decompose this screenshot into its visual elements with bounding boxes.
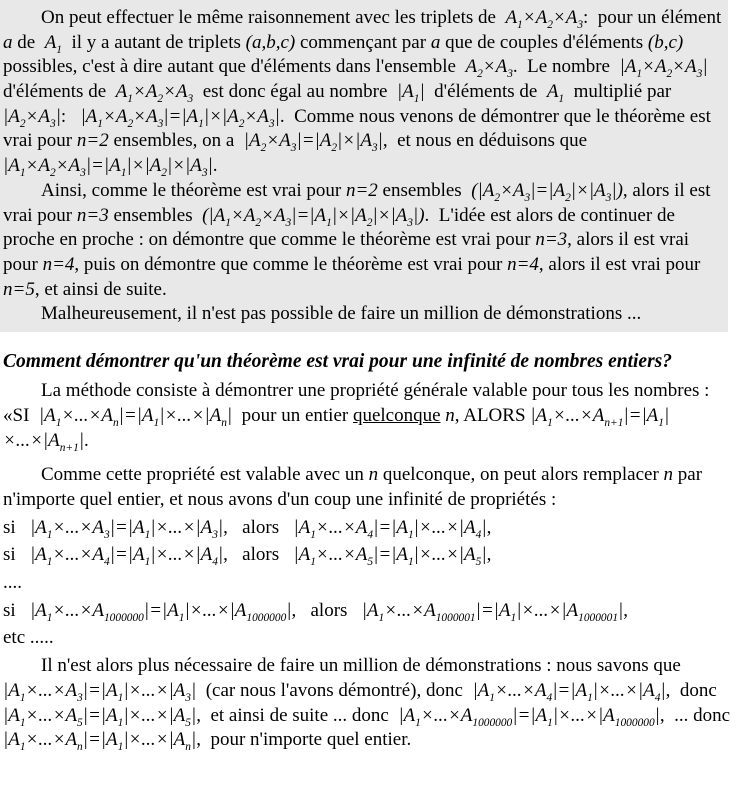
subscript: 2	[255, 216, 262, 229]
math-run: $(|A_2\times A_3|=|A_2|\times|A_3|)$	[471, 179, 623, 204]
subscript: 3	[212, 528, 218, 541]
subscript: 2	[366, 216, 373, 229]
subscript: 3	[201, 166, 208, 179]
text-run: quelconque	[352, 404, 441, 426]
text-run: d'éléments de	[3, 56, 718, 103]
text-run: n	[445, 404, 455, 426]
text-block	[0, 349, 741, 753]
subscript: 4	[212, 556, 218, 569]
subscript: n	[77, 741, 83, 754]
subscript: 1	[198, 117, 204, 130]
text-run: que de couples d'éléments	[440, 31, 648, 53]
subscript: 1	[636, 68, 643, 81]
text-run: n=3	[535, 229, 568, 251]
subscript: 1	[153, 416, 160, 429]
subscript: 3	[507, 68, 513, 81]
subscript: 1	[19, 741, 26, 754]
subscript: 2	[565, 191, 571, 204]
math-run: $|A_2\times A_3|=|A_2|\times|A_3|$	[243, 130, 383, 155]
subscript: 1	[120, 166, 127, 179]
subscript: 2	[19, 117, 26, 130]
math-run: $|A_1\times...\times A_3|=|A_1|\times...\times|A_3|$	[3, 679, 197, 704]
text-run: a	[3, 31, 13, 53]
paragraph-conclusion	[3, 654, 739, 753]
subscript: 5	[475, 556, 482, 569]
subscript: 1	[415, 716, 421, 729]
formula-line-si-3-4	[3, 516, 739, 541]
text-run: a	[430, 31, 441, 53]
subscript: 1	[310, 528, 316, 541]
subscript: 1	[178, 611, 185, 624]
text-run: ensembles, on a	[108, 130, 244, 152]
text-run: est donc égal au nombre	[193, 81, 397, 103]
math-run: $|A_1\times A_2\times A_3|=|A_1|\times|A_2|\times|A_3|$	[3, 155, 213, 179]
math-run: $|A_1\times...\times A_{n+1}|=|A_1|\times...\times|A_{n+1}|$	[3, 404, 670, 454]
subscript: 3	[696, 68, 703, 81]
subscript: 1000001	[435, 611, 476, 624]
subscript: 1	[56, 43, 62, 56]
subscript: 1	[407, 528, 414, 541]
text-run: n	[663, 464, 674, 486]
text-run: , et ainsi de suite ... donc	[196, 704, 399, 726]
subscript: 4	[546, 691, 553, 704]
subscript: 3	[49, 117, 56, 130]
text-run: ensembles	[377, 179, 472, 201]
subscript: 1	[547, 416, 553, 429]
subscript: n+1	[59, 441, 79, 454]
text-run: d'éléments de	[424, 81, 547, 103]
subscript: 1	[144, 556, 151, 569]
highlighted-text-block	[0, 0, 728, 332]
math-run: $|A_1\times A_2\times A_3|$	[619, 56, 708, 81]
paragraph-methode	[3, 379, 739, 453]
text-run: Il n'est alors plus nécessaire de faire un million de démonstrations : nous savons que	[41, 655, 691, 677]
math-run: $(|A_1\times A_2\times A_3|=|A_1|\times|A_2|\times|A_3|)$	[202, 204, 425, 229]
subscript: 1	[658, 416, 664, 429]
subscript: 1	[55, 416, 62, 429]
text-run: Comme cette propriété est valable avec un	[41, 464, 369, 486]
subscript: 1	[547, 716, 553, 729]
math-run: $A_1$	[44, 31, 62, 56]
subscript: 1	[407, 556, 414, 569]
math-run: $A_2\times A_3$	[465, 56, 513, 81]
subscript: 3	[185, 691, 191, 704]
subscript: 3	[187, 92, 194, 105]
text-run: , alors	[291, 599, 362, 621]
subscript: 2	[238, 117, 245, 130]
text-run: si	[3, 599, 30, 621]
subscript: 1	[46, 528, 53, 541]
text-run: (a,b,c)	[245, 31, 296, 53]
subscript: 1	[225, 216, 231, 229]
text-run: , alors il est vrai pour	[538, 253, 706, 275]
subscript: 1	[19, 691, 26, 704]
subscript: 4	[103, 556, 110, 569]
text-run: . Le nombre	[512, 56, 620, 78]
text-run: Malheureusement, il n'est pas possible de faire un million de démonstrations ...	[41, 303, 642, 325]
math-run: $|A_1\times...\times A_4|=|A_1|\times...\times|A_4|$	[472, 679, 666, 704]
text-run: , puis on démontre que comme le théorème est vrai pour	[74, 253, 508, 275]
paragraph-triplets	[3, 6, 727, 179]
subscript: 1	[117, 741, 124, 754]
text-run: : pour un élément	[583, 7, 727, 28]
text-run: ,	[623, 599, 628, 621]
formula-line-si-4-5	[3, 543, 739, 568]
subscript: 1000001	[578, 611, 619, 624]
text-run: ,	[486, 516, 492, 538]
subscript: 3	[577, 18, 584, 31]
text-run: :	[60, 105, 81, 127]
subscript: 3	[268, 117, 275, 130]
formula-line-ellipsis	[3, 571, 739, 596]
subscript: 2	[161, 166, 167, 179]
text-run: n=2	[345, 179, 378, 201]
subscript: 3	[285, 216, 292, 229]
paragraph-malheureusement	[3, 302, 724, 327]
math-run: $|A_1\times...\times A_n|=|A_1|\times...\times|A_n|$	[3, 729, 197, 754]
text-run: ,	[486, 544, 492, 566]
subscript: 1	[587, 691, 593, 704]
subscript: 1	[127, 92, 133, 105]
subscript: 1000000	[614, 716, 655, 729]
text-run: La méthode consiste à démontrer une propriété générale valable pour tous les nombres : «SI	[3, 380, 715, 426]
text-run: , alors il est vrai pour	[3, 229, 694, 275]
subscript: 3	[103, 528, 110, 541]
subscript: 2	[157, 92, 164, 105]
subscript: 2	[666, 68, 673, 81]
subscript: 5	[185, 716, 191, 729]
subscript: n	[112, 416, 119, 429]
text-run: multiplié par	[564, 81, 681, 103]
text-run: n	[368, 464, 379, 486]
subscript: 3	[371, 142, 378, 155]
text-run: etc .....	[3, 627, 54, 649]
math-run: $|A_1|$	[396, 81, 425, 105]
subscript: 3	[407, 216, 413, 229]
paragraph-infinite-proprietes	[3, 463, 739, 512]
text-run: , pour n'importe quel entier.	[196, 729, 412, 751]
subscript: 3	[157, 117, 164, 130]
subscript: 2	[331, 142, 338, 155]
text-run: Ainsi, comme le théorème est vrai pour	[41, 179, 346, 201]
formula-line-etc	[3, 626, 739, 651]
subscript: 2	[127, 117, 134, 130]
subscript: 3	[80, 166, 86, 179]
text-run: , ALORS	[454, 404, 531, 426]
subscript: 1	[97, 117, 103, 130]
subscript: 3	[524, 191, 531, 204]
text-run: de	[12, 31, 45, 53]
text-run: .	[212, 155, 218, 177]
math-run: $|A_2\times A_3|$	[3, 105, 61, 130]
subscript: 1	[326, 216, 332, 229]
math-run: $|A_1\times...\times A_3|=|A_1|\times...\times|A_3|$	[29, 516, 224, 541]
subscript: 1	[517, 18, 523, 31]
text-run: par n'importe quel entier, et nous avons d'un coup une infinité de propriétés :	[3, 464, 707, 511]
text-run: n=2	[76, 130, 109, 152]
subscript: 3	[77, 691, 83, 704]
paragraph-proche-en-proche	[3, 179, 724, 302]
subscript: 1	[510, 611, 517, 624]
math-run: $|A_1\times A_2\times A_3|=|A_1|\times|A_2\times A_3|$	[80, 105, 280, 130]
subscript: 1	[558, 92, 565, 105]
text-run: .	[84, 429, 89, 451]
text-run: , alors	[223, 516, 294, 538]
text-run: (car nous l'avons démontré), donc	[196, 679, 473, 701]
math-run: $|A_1\times...\times A_5|=|A_1|\times...\times|A_5|$	[3, 704, 197, 729]
section-heading	[3, 349, 739, 374]
text-run: commençant par	[295, 31, 431, 53]
subscript: 5	[367, 556, 374, 569]
subscript: 1	[144, 528, 151, 541]
text-run: Comment démontrer qu'un théorème est vrai pour une infinité de nombres entiers?	[3, 350, 673, 372]
formula-line-si-million	[3, 599, 739, 624]
subscript: 4	[475, 528, 482, 541]
math-run: $A_1\times A_2\times A_3$	[505, 7, 584, 31]
text-run: , et ainsi de suite.	[34, 278, 167, 300]
text-run: , et nous en déduisons que	[382, 130, 597, 152]
subscript: 3	[290, 142, 297, 155]
subscript: 1	[413, 92, 420, 105]
subscript: n+1	[604, 416, 624, 429]
text-run: On peut effectuer le même raisonnement avec les triplets de	[41, 7, 506, 28]
subscript: 1	[310, 556, 316, 569]
subscript: 2	[49, 166, 56, 179]
subscript: 3	[605, 191, 612, 204]
text-run: n=3	[76, 204, 109, 226]
subscript: 1	[19, 166, 26, 179]
math-run: $|A_1\times...\times A_{1000000}|=|A_1|\times...\times|A_{1000000}|$	[29, 599, 292, 624]
text-run: (b,c)	[647, 31, 684, 53]
subscript: 4	[367, 528, 374, 541]
text-run: , alors	[223, 544, 294, 566]
subscript: 2	[260, 142, 267, 155]
math-run: $|A_1\times...\times A_n|=|A_1|\times...\times|A_n|$	[38, 404, 233, 429]
subscript: 1	[489, 691, 495, 704]
text-run: , donc	[665, 679, 727, 701]
text-run: ensembles	[108, 204, 203, 226]
subscript: n	[221, 416, 227, 429]
text-run: n=4	[42, 253, 75, 275]
subscript: 2	[494, 191, 501, 204]
math-run: $A_1\times A_2\times A_3$	[115, 81, 194, 105]
math-run: $|A_1\times...\times A_{1000001}|=|A_1|\times...\times|A_{1000001}|$	[361, 599, 624, 624]
text-run: ....	[3, 572, 22, 594]
subscript: 4	[654, 691, 661, 704]
text-run: possibles, c'est à dire autant que d'éléments dans l'ensemble	[3, 31, 689, 78]
text-run: , alors il est vrai pour	[3, 179, 716, 226]
text-run: . Comme nous venons de démontrer que le théorème est vrai pour	[3, 105, 716, 152]
text-run: n=4	[507, 253, 539, 275]
text-run: pour un entier	[232, 404, 353, 426]
math-run: $A_1$	[546, 81, 565, 105]
subscript: 1	[117, 716, 124, 729]
subscript: 1	[46, 611, 53, 624]
text-run: , ... donc	[659, 704, 740, 726]
subscript: 1	[117, 691, 124, 704]
math-run: $|A_1\times...\times A_4|=|A_1|\times...\times|A_4|$	[293, 516, 487, 541]
subscript: 1	[46, 556, 53, 569]
subscript: 5	[77, 716, 83, 729]
math-run: $|A_1\times...\times A_5|=|A_1|\times...\times|A_5|$	[293, 544, 487, 569]
text-run: si	[3, 516, 30, 538]
subscript: 2	[547, 18, 553, 31]
subscript: 1	[378, 611, 385, 624]
text-run: si	[3, 544, 30, 566]
subscript: 1	[19, 716, 26, 729]
subscript: n	[185, 741, 191, 754]
subscript: 1000000	[103, 611, 144, 624]
text-run: . L'idée est alors de continuer de proche en proche : on démontre que comme le théorème est vrai pour	[3, 204, 680, 251]
subscript: 2	[477, 68, 483, 81]
text-run: quelconque, on peut alors remplacer	[378, 464, 664, 486]
math-run: $|A_1\times...\times A_{1000000}|=|A_1|\times...\times|A_{1000000}|$	[398, 704, 660, 729]
math-run: $|A_1\times...\times A_4|=|A_1|\times...\times|A_4|$	[29, 544, 224, 569]
subscript: 1000000	[246, 611, 287, 624]
text-run: n=5	[3, 278, 35, 300]
text-run: il y a autant de triplets	[62, 31, 246, 53]
subscript: 1000000	[472, 716, 513, 729]
